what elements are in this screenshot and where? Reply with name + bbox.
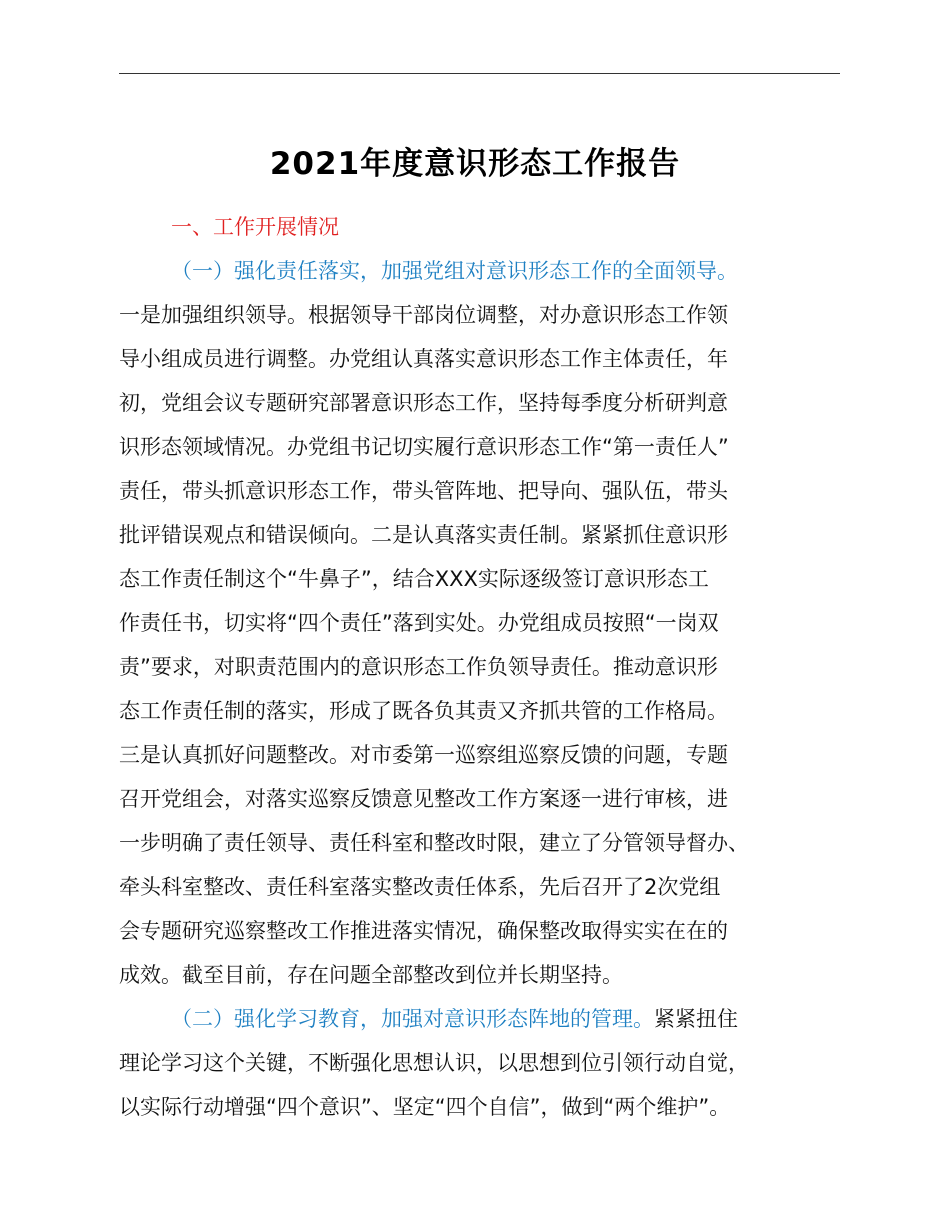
paragraph-text: 紧紧扭住: [654, 1007, 738, 1031]
paragraph-line: 责”要求，对职责范围内的意识形态工作负领导责任。推动意识形: [119, 655, 718, 679]
paragraph-line: 责任，带头抓意识形态工作，带头管阵地、把导向、强队伍，带头: [119, 479, 728, 503]
paragraph-line: 一步明确了责任领导、责任科室和整改时限，建立了分管领导督办、: [119, 831, 749, 855]
paragraph-line: 理论学习这个关键，不断强化思想认识，以思想到位引领行动自觉，: [119, 1051, 749, 1075]
paragraph-line: 批评错误观点和错误倾向。二是认真落实责任制。紧紧抓住意识形: [119, 523, 728, 547]
paragraph-line: 牵头科室整改、责任科室落实整改责任体系，先后召开了2次党组: [119, 875, 721, 899]
paragraph-line: 成效。截至目前，存在问题全部整改到位并长期坚持。: [119, 963, 623, 987]
paragraph-2: [119, 1041, 844, 1129]
paragraph-line: 作责任书，切实将“四个责任”落到实处。办党组成员按照“一岗双: [119, 611, 719, 635]
section-heading: 一、工作开展情况: [171, 215, 339, 239]
paragraph-1: [119, 293, 844, 997]
subsection-heading-1: （一）强化责任落实，加强党组对意识形态工作的全面领导。: [171, 259, 738, 283]
paragraph-line: 以实际行动增强“四个意识”、坚定“四个自信”，做到“两个维护”。: [119, 1095, 731, 1119]
paragraph-line: 初，党组会议专题研究部署意识形态工作，坚持每季度分析研判意: [119, 391, 728, 415]
paragraph-line: 态工作责任制的落实，形成了既各负其责又齐抓共管的工作格局。: [119, 699, 728, 723]
paragraph-line: 会专题研究巡察整改工作推进落实情况，确保整改取得实实在在的: [119, 919, 728, 943]
paragraph-line: 导小组成员进行调整。办党组认真落实意识形态工作主体责任，年: [119, 347, 728, 371]
paragraph-line: 识形态领域情况。办党组书记切实履行意识形态工作“第一责任人”: [119, 435, 729, 459]
header-rule: [119, 73, 840, 74]
page-title: 2021年度意识形态工作报告: [269, 146, 681, 182]
subsection-2-line: [119, 997, 844, 1041]
paragraph-line: 态工作责任制这个“牛鼻子”，结合XXX实际逐级签订意识形态工: [119, 567, 709, 591]
subsection-heading-2: （二）强化学习教育，加强对意识形态阵地的管理。: [171, 1007, 654, 1031]
document-body: [119, 205, 844, 1129]
paragraph-line: 召开党组会，对落实巡察反馈意见整改工作方案逐一进行审核，进: [119, 787, 728, 811]
paragraph-line: 三是认真抓好问题整改。对市委第一巡察组巡察反馈的问题，专题: [119, 743, 728, 767]
paragraph-line: 一是加强组织领导。根据领导干部岗位调整，对办意识形态工作领: [119, 303, 728, 327]
